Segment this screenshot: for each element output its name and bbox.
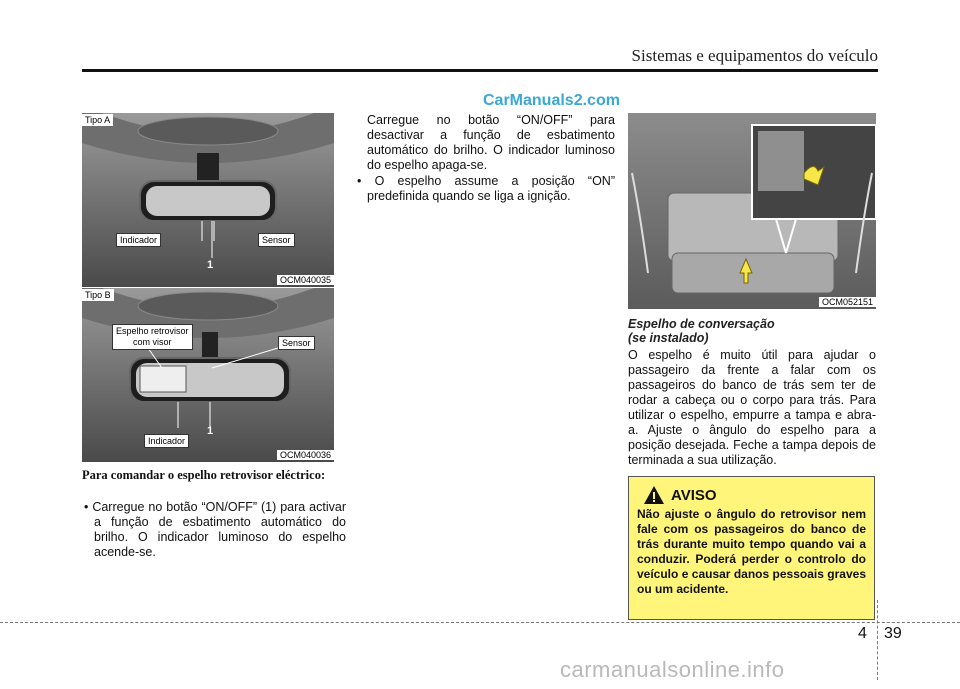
figure-b-type-label: Tipo B (82, 289, 114, 301)
figure-b-photo (82, 288, 334, 462)
figure-a-type-label: Tipo A (82, 114, 113, 126)
running-header: Sistemas e equipamentos do veículo (631, 46, 878, 65)
left-bullet-1-text: Carregue no botão “ON/OFF” (1) para activar a função de esbatimento automático do brilho. O indicador luminoso do espelho acende-se. (92, 500, 346, 559)
right-body: O espelho é muito útil para ajudar o passageiro da frente a falar com os passageiros do banco de trás sem ter de rodar a cabeça ou o corpo para trás. Para utilizar o espelho, empurre a tampa e abra-a. Ajuste o ângulo do espelho para a posição desejada. Feche a tampa depois de terminada a sua utilização. (628, 348, 876, 467)
figure-b-callout-espelho-line1: Espelho retrovisor (116, 326, 189, 336)
watermark-top: CarManuals2.com (483, 92, 620, 109)
figure-a-callout-sensor: Sensor (258, 233, 295, 247)
figure-b-number: 1 (207, 425, 214, 437)
figure-b-callout-espelho (112, 324, 193, 350)
figure-c-code: OCM052151 (819, 297, 876, 307)
conversation-mirror-illustration (628, 113, 876, 309)
right-subhead-line2: (se instalado) (628, 331, 709, 345)
footer-rule (0, 622, 960, 623)
left-bullet-1: • Carregue no botão “ON/OFF” (1) para activar a função de esbatimento automático do brilho. O indicador luminoso do espelho acende-se. (84, 500, 346, 559)
right-subhead-line1: Espelho de conversação (628, 317, 775, 331)
figure-a-number: 1 (207, 259, 214, 271)
figure-b-callout-indicador: Indicador (144, 434, 189, 448)
middle-bullet-3: • O espelho assume a posição “ON” predefinida quando se liga a ignição. (357, 174, 615, 203)
page-divider-line (877, 600, 878, 680)
figure-a-callout-indicador: Indicador (116, 233, 161, 247)
middle-bullet-3-text: O espelho assume a posição “ON” predefinida quando se liga a ignição. (367, 174, 615, 203)
page-number: 39 (884, 625, 902, 642)
warning-box (628, 476, 875, 620)
header-rule (82, 69, 878, 72)
warning-triangle-icon (643, 485, 665, 505)
warning-title: AVISO (671, 486, 717, 504)
figure-a-code: OCM040035 (277, 275, 334, 285)
figure-a-photo (82, 113, 334, 287)
middle-bullet-2 (355, 113, 615, 173)
warning-text: Não ajuste o ângulo do retrovisor nem fale com os passageiros do banco de trás durante muito tempo quando vai a conduzir. Poderá perder o controlo do veículo e causar danos pessoais graves ou um acidente. (637, 507, 866, 596)
chapter-number: 4 (858, 625, 867, 642)
figure-c-photo (628, 113, 876, 309)
figure-b-code: OCM040036 (277, 450, 334, 460)
left-subhead: Para comandar o espelho retrovisor eléctrico: (82, 468, 326, 482)
middle-bullet-2-text: Carregue no botão “ON/OFF” para desactivar a função de esbatimento automático do brilho. O indicador luminoso do espelho apaga-se. (367, 113, 615, 172)
figure-b-callout-espelho-line2: com visor (133, 337, 172, 347)
figure-b-callout-sensor: Sensor (278, 336, 315, 350)
watermark-bottom: carmanualsonline.info (560, 657, 785, 682)
right-subhead (628, 317, 876, 345)
